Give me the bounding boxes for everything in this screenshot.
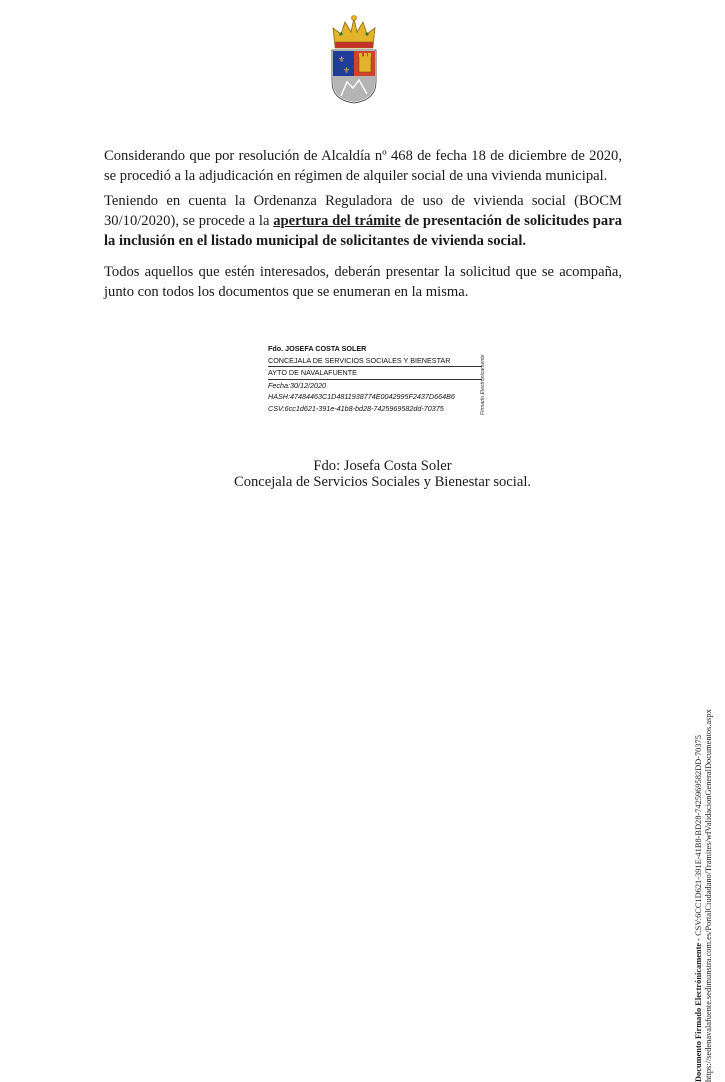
- stamp-entity: AYTO DE NAVALAFUENTE: [268, 367, 482, 380]
- verification-margin-note: [694, 709, 714, 1082]
- stamp-side-label-text: Firmado Electrónicamente: [480, 354, 486, 415]
- svg-text:⚜: ⚜: [338, 55, 346, 64]
- paragraph-adjudication: Considerando que por resolución de Alcaldía nº 468 de fecha 18 de diciembre de 2020, se procedió a la adjudicación en régimen de alquiler social de una vivienda municipal.: [104, 148, 622, 184]
- verification-csv: - CSV:6CC1D621-391E-41B8-BD28-7425969582DD-70375: [694, 735, 703, 943]
- paragraph-instructions: Todos aquellos que estén interesados, deberán presentar la solicitud que se acompaña, junto con todos los documentos que se enumeran en la misma.: [104, 264, 622, 300]
- verification-url[interactable]: https://sedenavalafuente.sedimunstra.com.es/PortalCiudadano/Tramites/wfValidacionGeneralDocumentos.aspx: [704, 709, 713, 1082]
- verification-label: Documento Firmado Electrónicamente: [694, 942, 703, 1082]
- paragraph-procedure-lead: Teniendo en cuenta la Ordenanza Reguladora de uso de vivienda social (BOCM 30/10/2020), se procede a la: [104, 193, 622, 229]
- closing-signed-by: Fdo: Josefa Costa Soler: [313, 458, 452, 474]
- paragraph-procedure: [104, 191, 622, 251]
- stamp-date: Fecha:30/12/2020: [268, 380, 326, 390]
- coat-of-arms-icon: [329, 12, 379, 104]
- shield-icon: [332, 50, 376, 103]
- verification-csv-line: [694, 735, 704, 1082]
- procedure-opening-highlight: apertura del trámite: [273, 213, 401, 229]
- stamp-hash: HASH:47484463C1D4811938774E0042995F2437D664B6: [268, 392, 455, 401]
- stamp-side-label: [480, 353, 488, 415]
- stamp-signer: Fdo. JOSEFA COSTA SOLER: [268, 344, 367, 353]
- closing-title: Concejala de Servicios Sociales y Bienestar social.: [233, 474, 532, 490]
- svg-text:⚜: ⚜: [343, 66, 351, 75]
- stamp-role: CONCEJALA DE SERVICIOS SOCIALES Y BIENESTAR: [268, 355, 482, 368]
- paragraph-procedure-rest: de presentación de solicitudes para la inclusión en el listado municipal de solicitantes de vivienda social.: [104, 213, 622, 249]
- stamp-csv: CSV:6cc1d621-391e-41b8-bd28-7425969582dd-70375: [268, 403, 444, 413]
- electronic-signature-stamp: [268, 343, 482, 414]
- crown-icon: [333, 16, 375, 49]
